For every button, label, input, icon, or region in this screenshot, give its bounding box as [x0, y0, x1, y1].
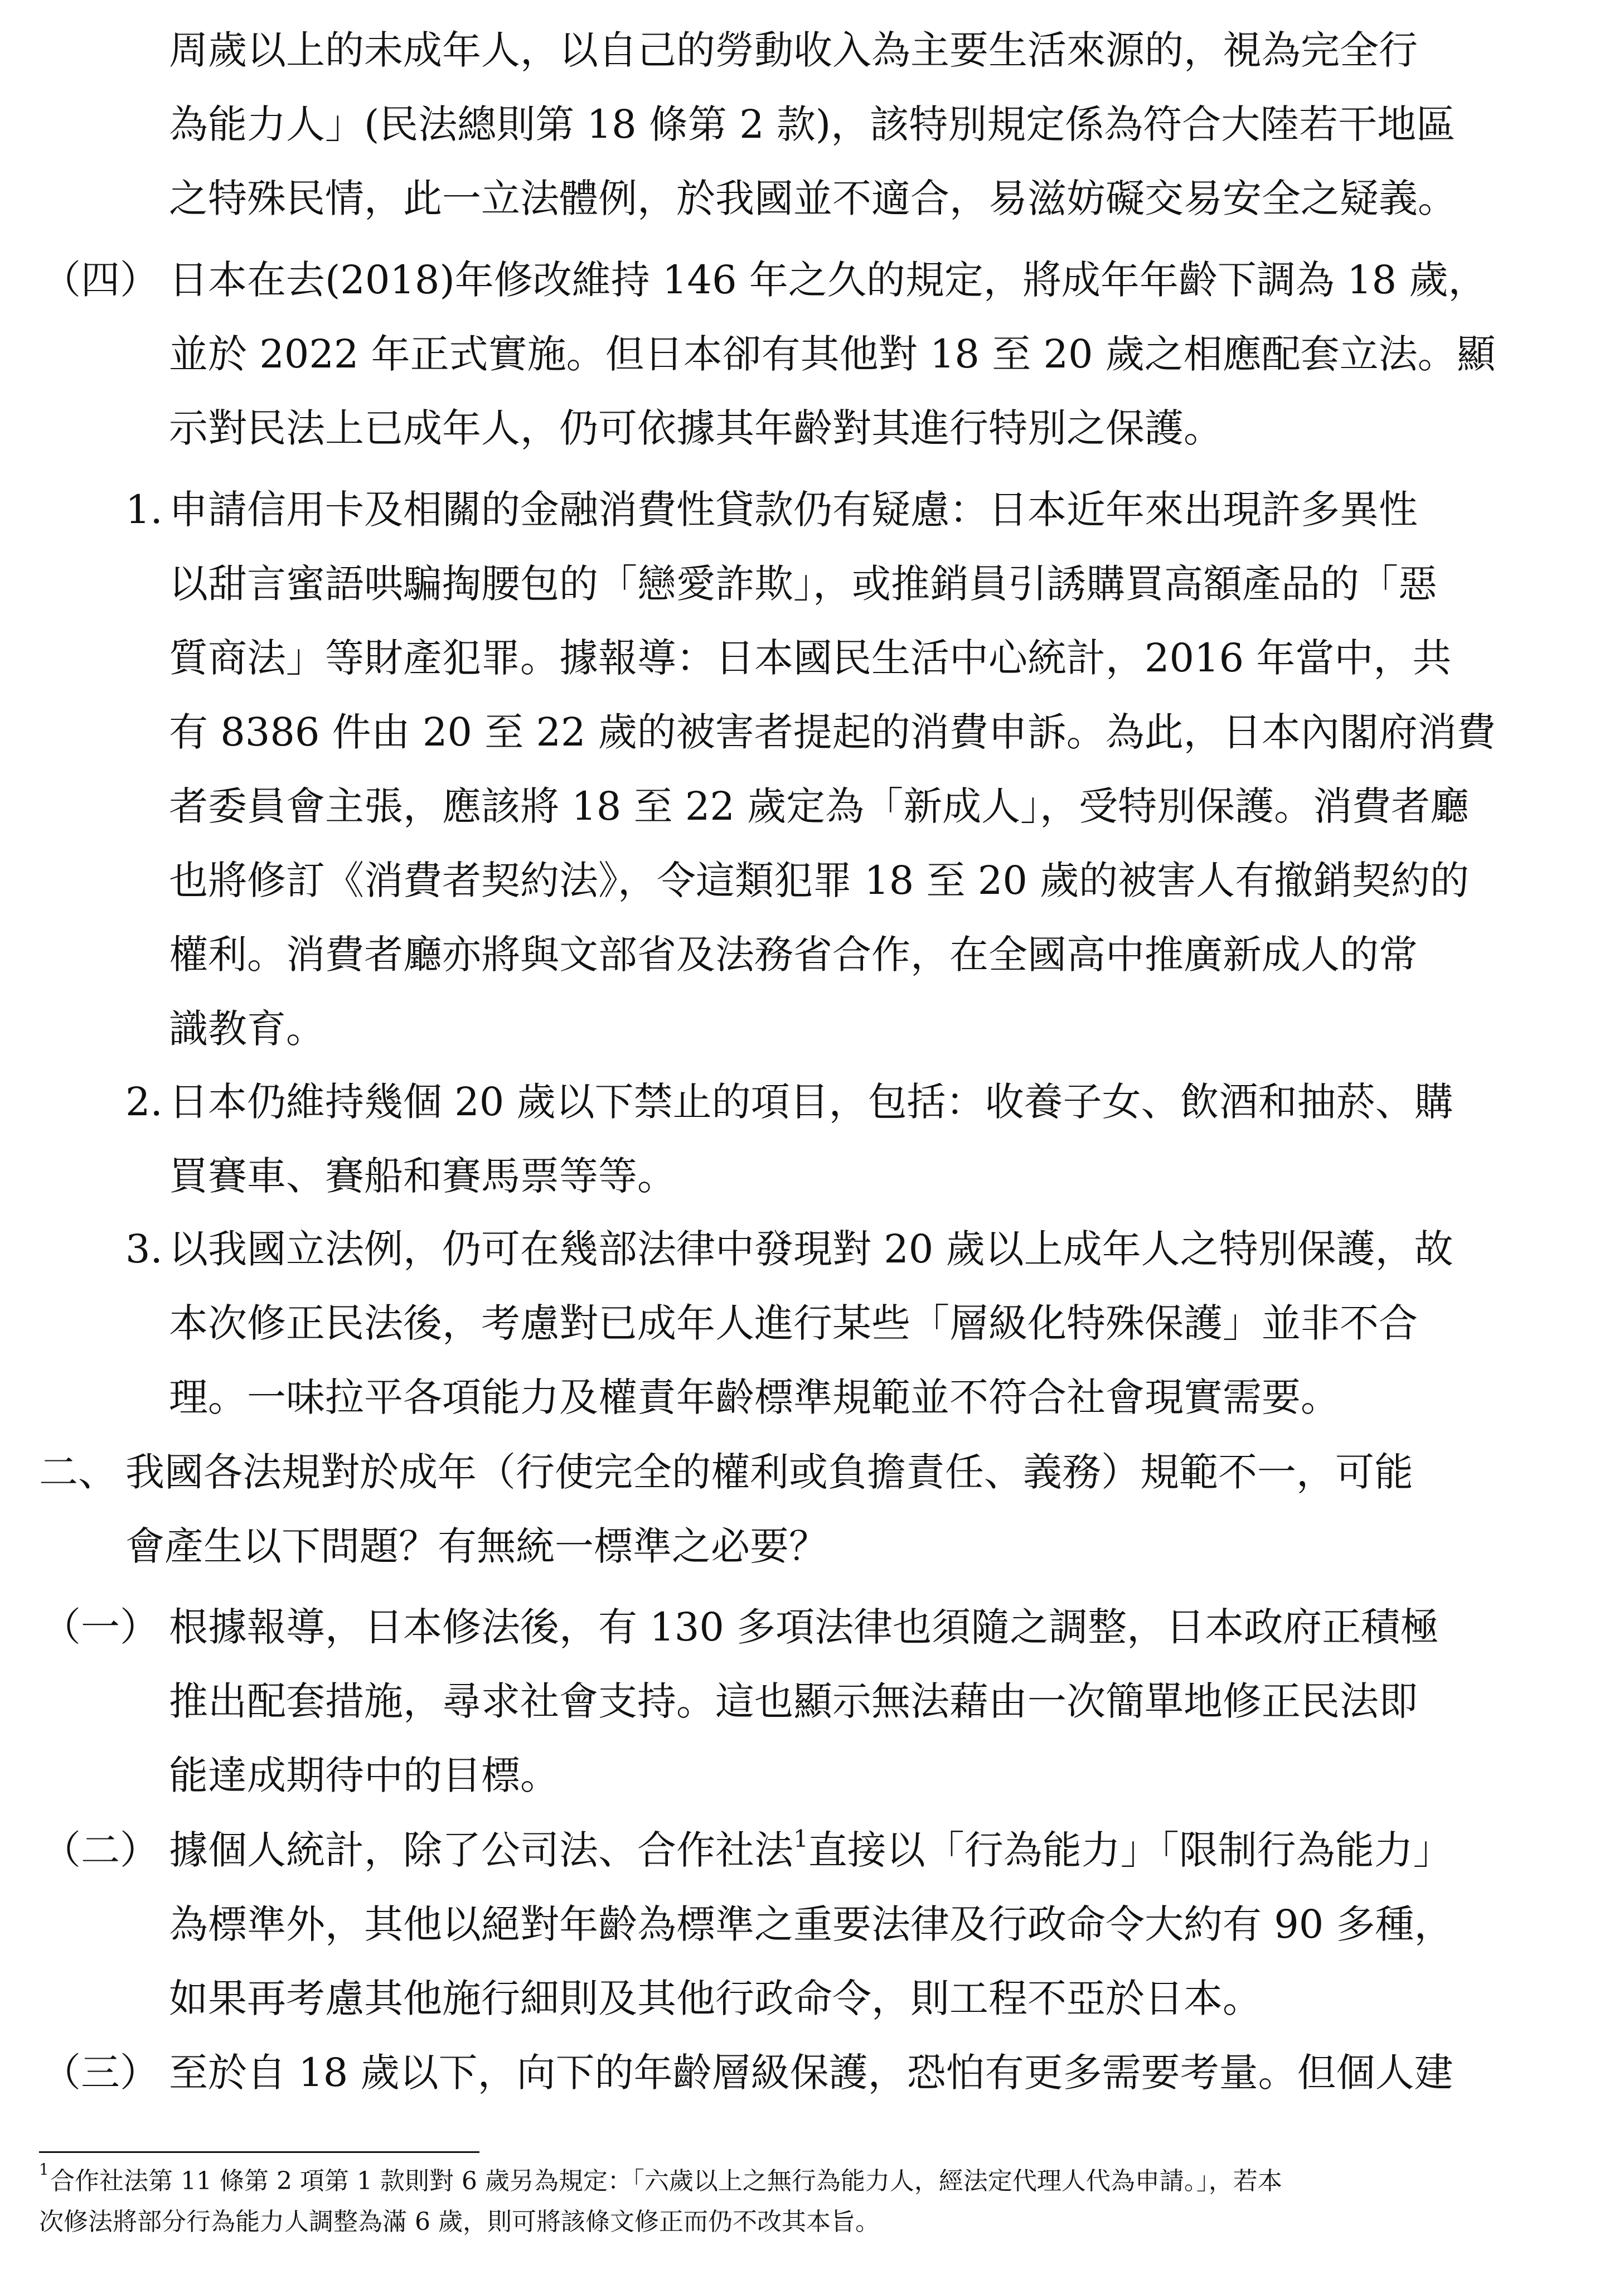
text-segment: 直接以「行為能力」「限制行為能力」 — [808, 1827, 1452, 1873]
body-text-line: 之特殊民情，此一立法體例，於我國並不適合，易滋妨礙交易安全之疑義。 — [169, 176, 1457, 221]
section-marker-4: （四） — [42, 257, 159, 303]
list-item-text-line: 以甜言蜜語哄騙掏腰包的「戀愛詐欺」，或推銷員引誘購買高額產品的「惡 — [169, 561, 1437, 607]
section-marker-2: 二、 — [39, 1449, 117, 1495]
list-item-text-line: 日本仍維持幾個 20 歲以下禁止的項目，包括：收養子女、飲酒和抽菸、購 — [169, 1079, 1453, 1125]
text-segment: 據個人統計，除了公司法、合作社法 — [169, 1827, 793, 1873]
section-heading-line: 我國各法規對於成年（行使完全的權利或負擔責任、義務）規範不一，可能 — [125, 1449, 1413, 1495]
body-text-line: 日本在去(2018)年修改維持 146 年之久的規定，將成年年齡下調為 18 歲， — [169, 257, 1487, 303]
footnote-number: 1 — [39, 2160, 49, 2179]
list-item-text-line: 申請信用卡及相關的金融消費性貸款仍有疑慮：日本近年來出現許多異性 — [169, 487, 1418, 533]
list-item-text-line: 以我國立法例，仍可在幾部法律中發現對 20 歲以上成年人之特別保護，故 — [169, 1226, 1453, 1272]
footnote-reference[interactable]: 1 — [793, 1825, 808, 1852]
body-text-line: 能達成期待中的目標。 — [169, 1753, 559, 1798]
body-text-line: 示對民法上已成年人，仍可依據其年齡對其進行特別之保護。 — [169, 405, 1223, 451]
body-text-line: 推出配套措施，尋求社會支持。這也顯示無法藉由一次簡單地修正民法即 — [169, 1678, 1418, 1724]
list-item-text-line: 者委員會主張，應該將 18 至 22 歲定為「新成人」，受特別保護。消費者廳 — [169, 783, 1470, 829]
section-heading-line: 會產生以下問題？有無統一標準之必要？ — [125, 1523, 828, 1569]
list-item-text-line: 權利。消費者廳亦將與文部省及法務省合作，在全國高中推廣新成人的常 — [169, 932, 1418, 977]
subsection-marker-3: （三） — [42, 2050, 159, 2096]
list-item-text-line: 本次修正民法後，考慮對已成年人進行某些「層級化特殊保護」並非不合 — [169, 1300, 1418, 1346]
list-item-marker-1: 1. — [125, 487, 163, 533]
list-item-text-line: 理。一味拉平各項能力及權責年齡標準規範並不符合社會現實需要。 — [169, 1375, 1340, 1420]
body-text-line: 為標準外，其他以絕對年齡為標準之重要法律及行政命令大約有 90 多種， — [169, 1901, 1453, 1947]
body-text-line — [169, 1822, 1452, 1878]
footnote-text-line: 合作社法第 11 條第 2 項第 1 款則對 6 歲另為規定：「六歲以上之無行為能力人，經法定代理人代為申請。」，若本 — [50, 2167, 1282, 2195]
list-item-text-line: 買賽車、賽船和賽馬票等等。 — [169, 1153, 676, 1199]
body-text-line: 根據報導，日本修法後，有 130 多項法律也須隨之調整，日本政府正積極 — [169, 1604, 1439, 1650]
body-text-line: 至於自 18 歲以下，向下的年齡層級保護，恐怕有更多需要考量。但個人建 — [169, 2050, 1453, 2096]
subsection-marker-1: （一） — [42, 1604, 159, 1650]
body-text-line: 為能力人」(民法總則第 18 條第 2 款)，該特別規定係為符合大陸若干地區 — [169, 101, 1456, 147]
footnote-separator — [39, 2151, 479, 2153]
list-item-text-line: 識教育。 — [169, 1006, 325, 1052]
subsection-marker-2: （二） — [42, 1827, 159, 1873]
body-text-line: 如果再考慮其他施行細則及其他行政命令，則工程不亞於日本。 — [169, 1976, 1262, 2021]
list-item-text-line: 也將修訂《消費者契約法》，令這類犯罪 18 至 20 歲的被害人有撤銷契約的 — [169, 858, 1470, 903]
body-text-line: 並於 2022 年正式實施。但日本卻有其他對 18 至 20 歲之相應配套立法。顯 — [169, 331, 1496, 377]
list-item-text-line: 有 8386 件由 20 至 22 歲的被害者提起的消費申訴。為此，日本內閣府消費 — [169, 709, 1496, 755]
list-item-marker-2: 2. — [125, 1079, 163, 1125]
body-text-line: 周歲以上的未成年人，以自己的勞動收入為主要生活來源的，視為完全行 — [169, 27, 1418, 73]
list-item-marker-3: 3. — [125, 1226, 163, 1272]
list-item-text-line: 質商法」等財產犯罪。據報導：日本國民生活中心統計，2016 年當中，共 — [169, 635, 1452, 681]
footnote-text-line: 次修法將部分行為能力人調整為滿 6 歲，則可將該條文修正而仍不改其本旨。 — [39, 2208, 880, 2236]
